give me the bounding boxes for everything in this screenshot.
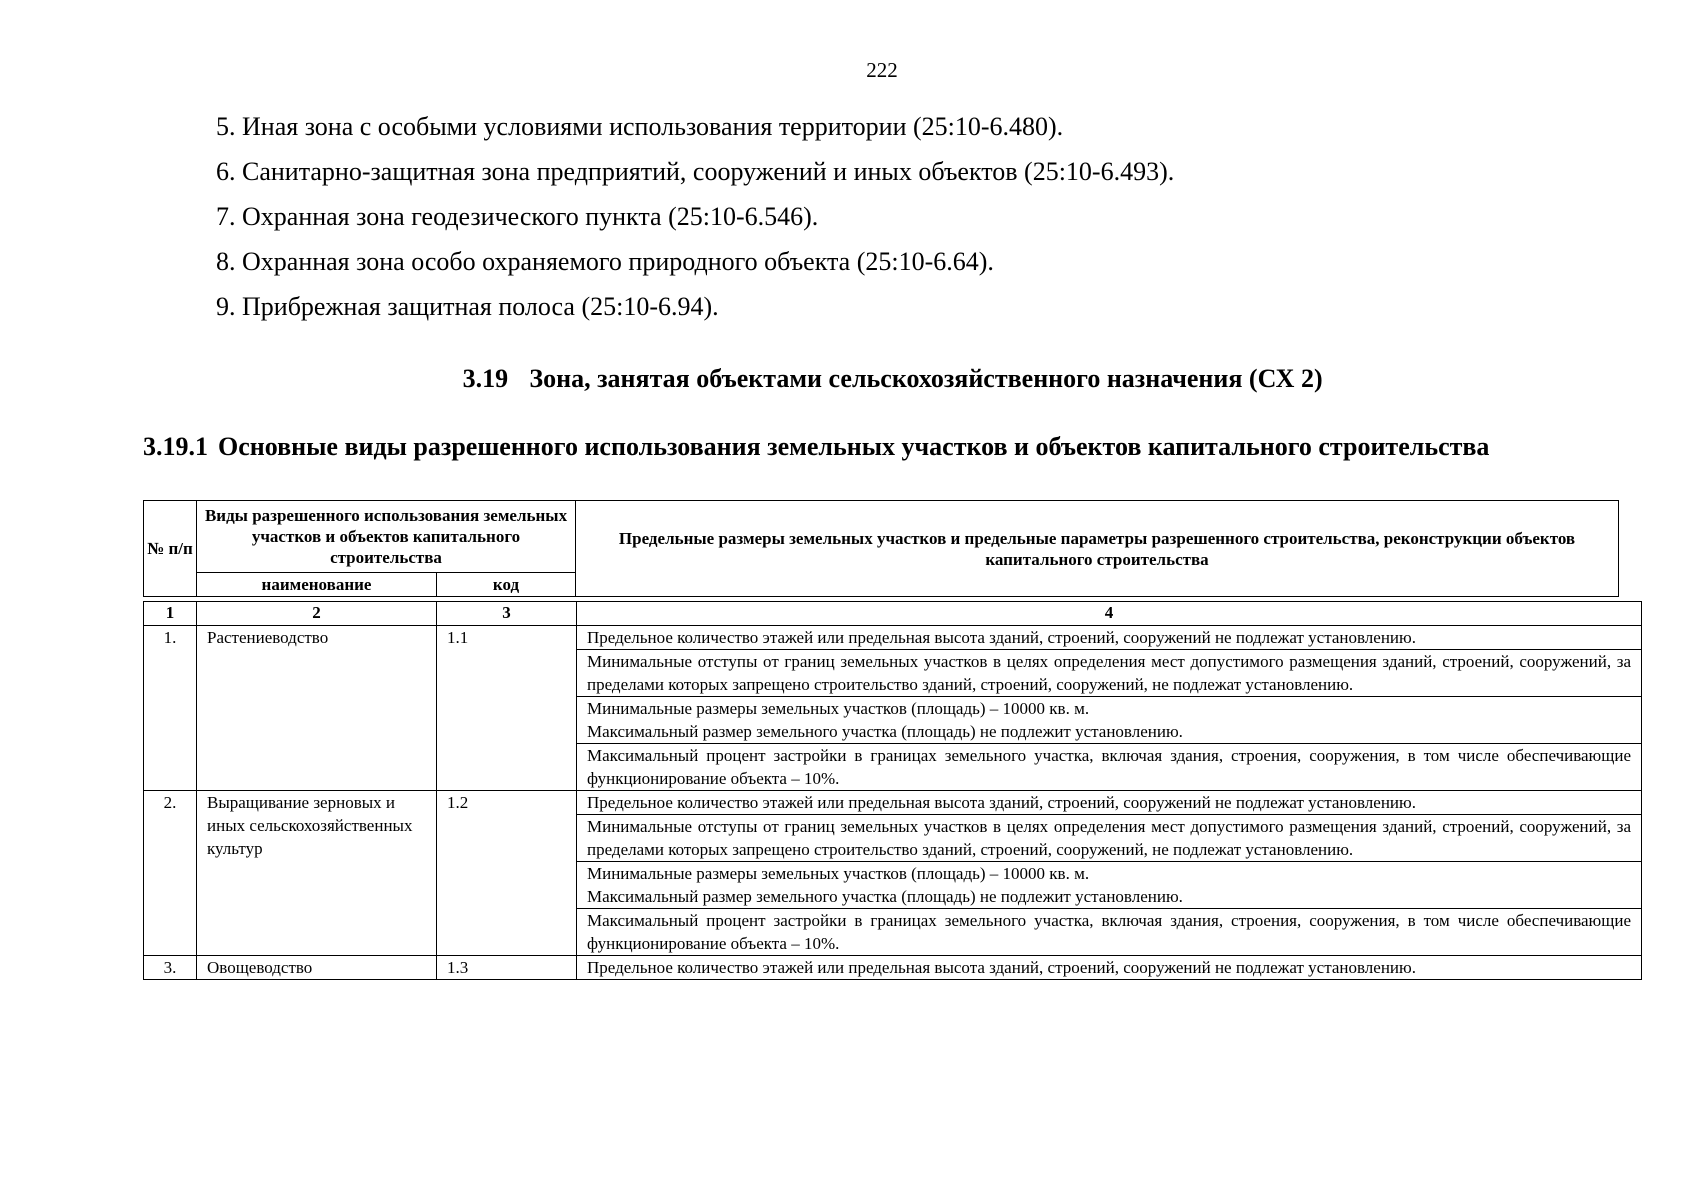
table-header [143,500,1619,597]
header-num: № п/п [144,501,197,597]
row-name: Овощеводство [197,956,437,980]
table-row [144,626,1642,650]
column-number: 3 [437,602,577,626]
column-numbers-row [144,602,1642,626]
row-param: Минимальные размеры земельных участков (площадь) – 10000 кв. м. Максимальный размер земельного участка (площадь) не подлежит установлению. [577,862,1642,909]
list-item: 6. Санитарно-защитная зона предприятий, сооружений и иных объектов (25:10-6.493). [216,157,1175,186]
table-body [143,601,1642,980]
list-item: 9. Прибрежная защитная полоса (25:10-6.94). [216,292,719,321]
row-code: 1.3 [437,956,577,980]
page-number: 222 [866,58,898,82]
row-name: Выращивание зерновых и иных сельскохозяйственных культур [197,791,437,956]
row-number: 1. [144,626,197,791]
row-number: 2. [144,791,197,956]
header-types: Виды разрешенного использования земельных участков и объектов капитального строительства [197,501,576,573]
header-name: наименование [197,573,437,597]
row-param: Минимальные отступы от границ земельных участков в целях определения мест допустимого размещения зданий, строений, сооружений, за пределами которых запрещено строительство зданий, строений, сооружений, не подлежат установлению. [577,815,1642,862]
column-number: 1 [144,602,197,626]
row-number: 3. [144,956,197,980]
subsection-number: 3.19.1 [143,432,208,461]
list-item: 7. Охранная зона геодезического пункта (25:10-6.546). [216,202,819,231]
row-param: Минимальные размеры земельных участков (площадь) – 10000 кв. м. Максимальный размер земельного участка (площадь) не подлежит установлению. [577,697,1642,744]
list-item: 8. Охранная зона особо охраняемого природного объекта (25:10-6.64). [216,247,994,276]
header-code: код [437,573,576,597]
row-name: Растениеводство [197,626,437,791]
row-code: 1.2 [437,791,577,956]
table-row [144,791,1642,815]
section-heading [0,364,1698,394]
section-number: 3.19 [462,364,509,393]
table-row [144,956,1642,980]
row-param: Максимальный процент застройки в границах земельного участка, включая здания, строения, сооружения, в том числе обеспечивающие функционирование объекта – 10%. [577,744,1642,791]
subsection-heading [143,432,1489,462]
row-code: 1.1 [437,626,577,791]
column-number: 2 [197,602,437,626]
header-params: Предельные размеры земельных участков и предельные параметры разрешенного строительства, реконструкции объектов капитального строительства [576,501,1619,597]
row-param: Максимальный процент застройки в границах земельного участка, включая здания, строения, сооружения, в том числе обеспечивающие функционирование объекта – 10%. [577,909,1642,956]
row-param: Минимальные отступы от границ земельных участков в целях определения мест допустимого размещения зданий, строений, сооружений, за пределами которых запрещено строительство зданий, строений, сооружений, не подлежат установлению. [577,650,1642,697]
zone-list [216,113,1174,338]
row-param: Предельное количество этажей или предельная высота зданий, строений, сооружений не подлежат установлению. [577,791,1642,815]
row-param: Предельное количество этажей или предельная высота зданий, строений, сооружений не подлежат установлению. [577,956,1642,980]
section-title: Зона, занятая объектами сельскохозяйственного назначения (СХ 2) [529,364,1323,393]
subsection-title: Основные виды разрешенного использования земельных участков и объектов капитального строительства [218,432,1490,461]
column-number: 4 [577,602,1642,626]
list-item: 5. Иная зона с особыми условиями использования территории (25:10-6.480). [216,112,1064,141]
row-param: Предельное количество этажей или предельная высота зданий, строений, сооружений не подлежат установлению. [577,626,1642,650]
